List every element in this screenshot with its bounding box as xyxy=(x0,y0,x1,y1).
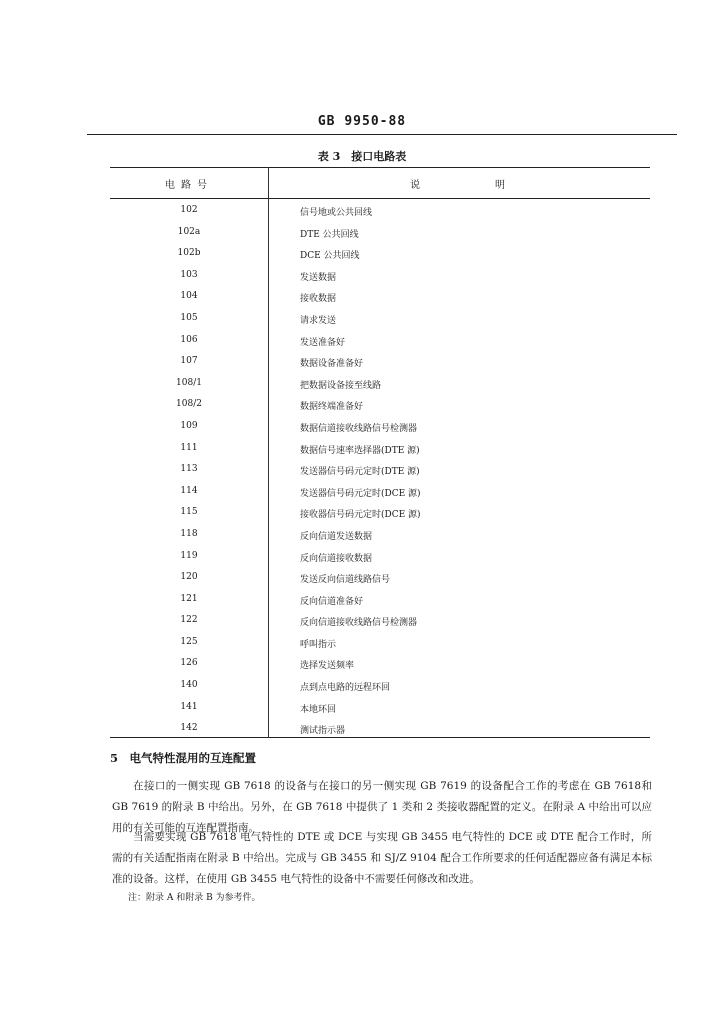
table-row xyxy=(110,546,650,568)
circuit-number: 106 xyxy=(180,334,198,345)
circuit-description: 请求发送 xyxy=(300,315,337,326)
paragraph-1: 在接口的一侧实现 GB 7618 的设备与在接口的另一侧实现 GB 7619 的设备配合工作的考虑在 GB 7618和 GB 7619 的附录 B 中给出。另外，在 GB 7618 中提供了 1 类和 2 类接收器配置的定义。在附录 A 中给出可以应用的有关可能的互连配置指南。 xyxy=(112,780,652,834)
circuit-description: 信号地或公共回线 xyxy=(300,208,373,218)
circuit-number: 142 xyxy=(180,723,198,734)
circuit-number: 115 xyxy=(180,507,198,518)
circuit-description: 接收数据 xyxy=(300,294,337,305)
circuit-description: 数据设备准备好 xyxy=(300,359,364,370)
column-header-description-part1: 说 xyxy=(410,180,426,191)
circuit-description: 呼叫指示 xyxy=(300,639,337,650)
table-row xyxy=(110,718,650,740)
header-rule xyxy=(87,134,677,135)
circuit-description: 接收器信号码元定时(DCE 源) xyxy=(300,510,421,521)
circuit-number: 102a xyxy=(177,226,201,237)
table-row xyxy=(110,351,650,373)
circuit-description: 反向信道接收数据 xyxy=(300,553,373,564)
circuit-number: 140 xyxy=(180,680,198,691)
section-title: 5 电气特性混用的互连配置 xyxy=(110,751,257,765)
circuit-number: 109 xyxy=(180,420,198,431)
circuit-number: 120 xyxy=(180,572,198,583)
circuit-number: 125 xyxy=(180,636,198,647)
circuit-number: 118 xyxy=(180,528,198,539)
circuit-number: 114 xyxy=(180,485,198,496)
circuit-number: 119 xyxy=(180,550,198,561)
table-row xyxy=(110,373,650,395)
interface-circuit-table xyxy=(110,167,650,738)
table-row xyxy=(110,286,650,308)
circuit-number: 108/2 xyxy=(176,399,202,410)
table-row xyxy=(110,675,650,697)
circuit-description: 数据信道接收线路信号检测器 xyxy=(300,423,418,434)
circuit-description: 数据终端准备好 xyxy=(300,402,364,413)
table-row xyxy=(110,222,650,244)
table-title: 表 3 接口电路表 xyxy=(317,150,407,163)
circuit-description: 点到点电路的远程环回 xyxy=(300,683,391,694)
circuit-number: 108/1 xyxy=(176,377,202,388)
circuit-description: DCE 公共回线 xyxy=(300,251,360,262)
table-body xyxy=(110,200,650,740)
circuit-number: 121 xyxy=(180,593,198,604)
table-row xyxy=(110,632,650,654)
table-row xyxy=(110,481,650,503)
circuit-number: 141 xyxy=(180,701,198,712)
table-row xyxy=(110,589,650,611)
table-row xyxy=(110,653,650,675)
circuit-description: 把数据设备接至线路 xyxy=(300,380,382,391)
circuit-description: 数据信号速率选择器(DTE 源) xyxy=(300,445,420,456)
table-row xyxy=(110,438,650,460)
circuit-number: 113 xyxy=(180,464,198,475)
circuit-description: 选择发送频率 xyxy=(300,661,355,672)
circuit-number: 105 xyxy=(180,312,198,323)
table-header-rule xyxy=(110,198,650,199)
circuit-description: 反向信道准备好 xyxy=(300,596,364,607)
circuit-description: 发送器信号码元定时(DCE 源) xyxy=(300,488,421,499)
paragraph-2: 当需要实现 GB 7618 电气特性的 DTE 或 DCE 与实现 GB 3455 电气特性的 DCE 或 DTE 配合工作时，所需的有关适配指南在附录 B 中给出。完成与 GB 3455 和 SJ/Z 9104 配合工作所要求的任何适配器应备有满足本标准的设备。这样，在使用 GB 3455 电气特性的设备中不需要任何修改和改进。 xyxy=(112,831,652,885)
table-row xyxy=(110,697,650,719)
table-row xyxy=(110,567,650,589)
table-row xyxy=(110,308,650,330)
column-header-circuit-number: 电路号 xyxy=(165,180,213,191)
circuit-description: 发送数据 xyxy=(300,272,337,283)
circuit-description: DTE 公共回线 xyxy=(300,229,359,240)
circuit-description: 反向信道发送数据 xyxy=(300,531,373,542)
table-row xyxy=(110,200,650,222)
circuit-number: 104 xyxy=(180,291,198,302)
footnote: 注：附录 A 和附录 B 为参考件。 xyxy=(128,893,261,903)
table-row xyxy=(110,610,650,632)
column-header-description-part2: 明 xyxy=(495,180,511,191)
table-row xyxy=(110,330,650,352)
circuit-number: 111 xyxy=(180,442,198,453)
table-row xyxy=(110,502,650,524)
circuit-description: 本地环回 xyxy=(300,704,337,715)
table-top-rule xyxy=(110,167,650,168)
table-row xyxy=(110,394,650,416)
table-row xyxy=(110,416,650,438)
circuit-number: 126 xyxy=(180,658,198,669)
table-row xyxy=(110,524,650,546)
circuit-number: 122 xyxy=(180,615,198,626)
circuit-description: 测试指示器 xyxy=(300,726,346,737)
document-header: GB 9950-88 xyxy=(317,114,407,129)
circuit-number: 103 xyxy=(180,269,198,280)
circuit-number: 102 xyxy=(180,205,198,215)
circuit-description: 反向信道接收线路信号检测器 xyxy=(300,618,418,629)
circuit-number: 102b xyxy=(177,248,201,259)
table-row xyxy=(110,265,650,287)
circuit-description: 发送器信号码元定时(DTE 源) xyxy=(300,467,420,478)
table-row xyxy=(110,243,650,265)
circuit-description: 发送反向信道线路信号 xyxy=(300,575,391,586)
circuit-description: 发送准备好 xyxy=(300,337,346,348)
circuit-number: 107 xyxy=(180,356,198,367)
table-row xyxy=(110,459,650,481)
